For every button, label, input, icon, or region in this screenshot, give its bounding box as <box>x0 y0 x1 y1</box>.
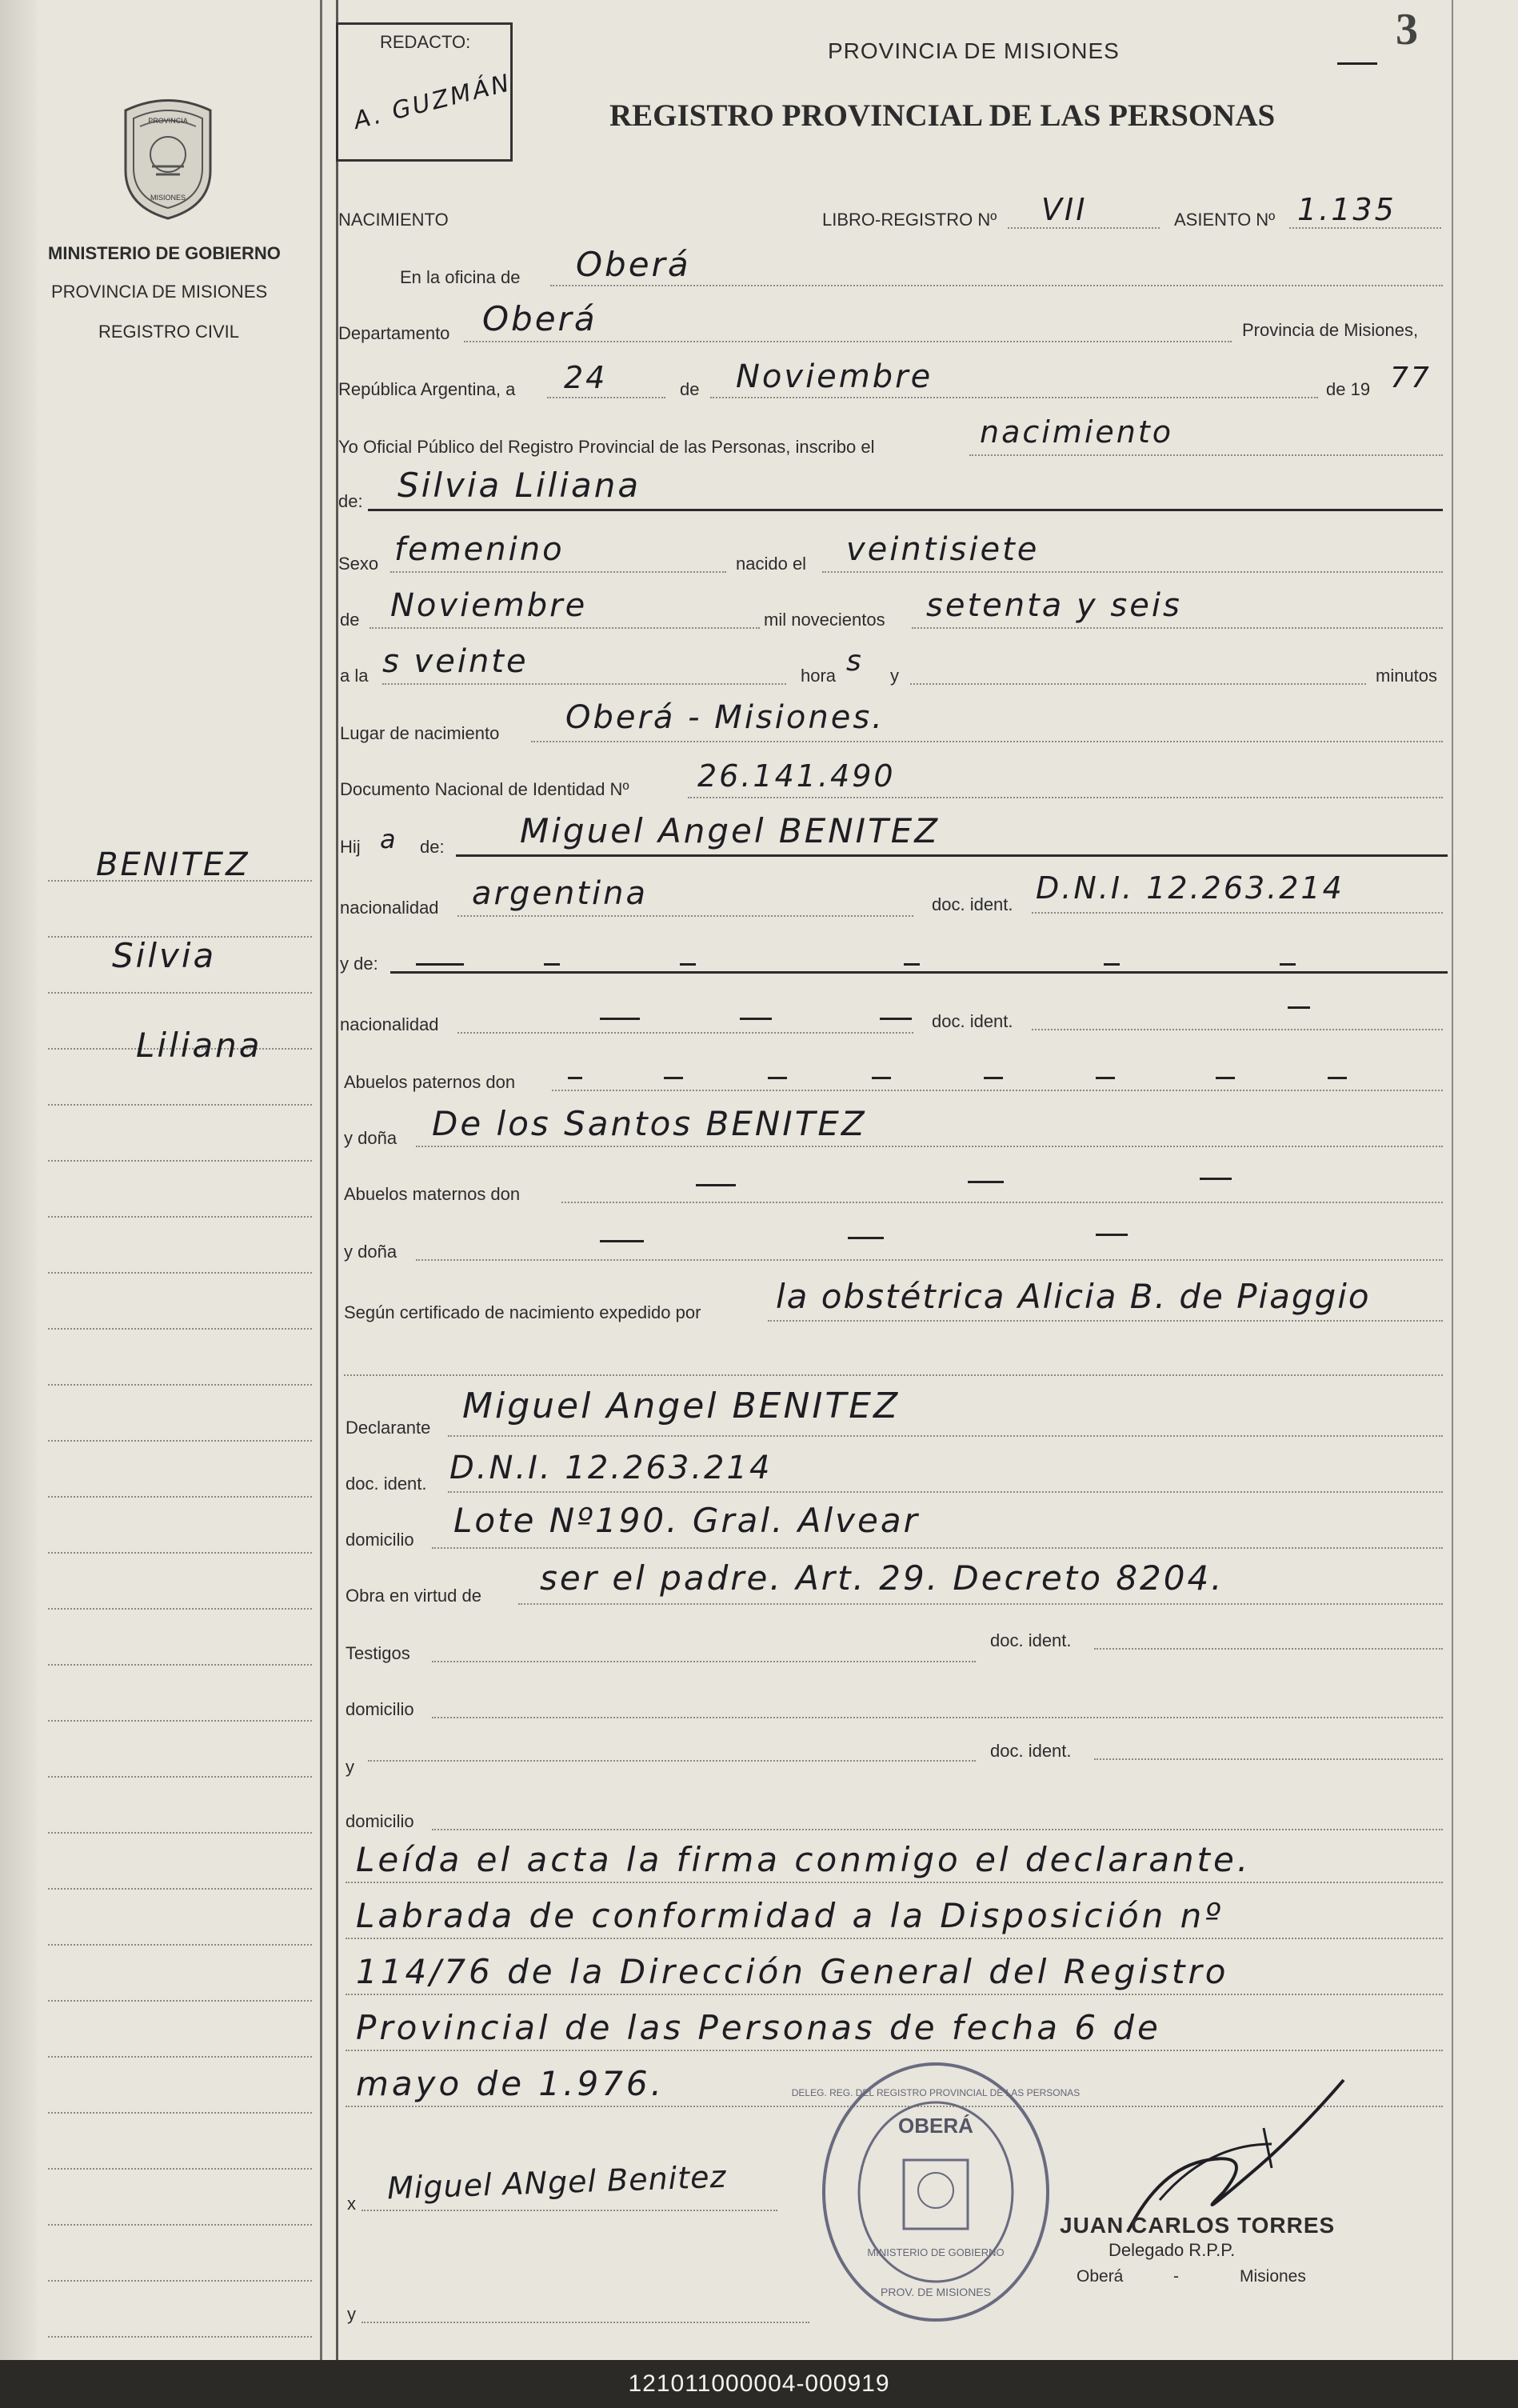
abuelos-pat-line <box>552 1090 1443 1091</box>
libro-label: LIBRO-REGISTRO Nº <box>822 210 997 230</box>
blank-dash <box>416 963 464 966</box>
abuelos-mat-label: Abuelos maternos don <box>344 1184 521 1204</box>
asiento-value: 1.135 <box>1297 192 1396 227</box>
blank-dash <box>664 1077 683 1079</box>
logo-bottom-text: MISIONES <box>150 194 186 202</box>
margin-dotted-line <box>48 1160 312 1162</box>
oficina-line <box>550 285 1443 286</box>
libro-line <box>1008 227 1160 229</box>
name-line <box>368 509 1443 511</box>
oficina-value: Oberá <box>576 245 691 284</box>
note-line <box>346 1882 1443 1883</box>
testigos-line <box>432 1661 976 1662</box>
docident4-label: doc. ident. <box>990 1630 1072 1650</box>
nac2-label: nacionalidad <box>340 1014 439 1034</box>
registry-title: REGISTRO PROVINCIAL DE LAS PERSONAS <box>609 98 1276 133</box>
ministry-line-2: PROVINCIA DE MISIONES <box>51 282 268 302</box>
declarant-signature: Miguel ANgel Benitez <box>386 2158 728 2206</box>
province-coat-of-arms <box>116 94 220 222</box>
month-line <box>710 397 1318 398</box>
margin-dotted-line <box>48 2000 312 2002</box>
declarante-line <box>448 1435 1443 1437</box>
blank-dash <box>568 1077 582 1079</box>
father-line <box>456 854 1448 857</box>
year-label: de 19 <box>1326 379 1371 399</box>
docident5-label: doc. ident. <box>990 1741 1072 1761</box>
blank-dash <box>968 1181 1004 1183</box>
domicilio1-line <box>432 1547 1443 1549</box>
nac1-value: argentina <box>472 875 648 912</box>
hora-label: hora <box>801 666 837 686</box>
obra-value: ser el padre. Art. 29. Decreto 8204. <box>540 1558 1224 1598</box>
margin-dotted-line <box>48 1328 312 1330</box>
stamp-inner-text: MINISTERIO DE GOBIERNO <box>867 2246 1005 2258</box>
margin-second-name: Liliana <box>136 1026 262 1065</box>
alas-label: a la <box>340 666 369 686</box>
form-border-right <box>1452 0 1453 2360</box>
obra-label: Obra en virtud de <box>346 1586 481 1606</box>
blank-dash <box>848 1237 884 1239</box>
segun-line-2 <box>344 1374 1443 1376</box>
hora-value: s <box>846 645 864 678</box>
departamento-label: Departamento <box>338 323 450 343</box>
redacto-label: REDACTO: <box>380 32 471 52</box>
nac2-line <box>457 1032 913 1034</box>
docident5-line <box>1094 1758 1443 1760</box>
docident4-line <box>1094 1648 1443 1650</box>
official-stamp <box>791 2056 1081 2328</box>
departamento-value: Oberá <box>482 299 597 338</box>
alas-value: s veinte <box>382 643 529 680</box>
note-line-5: mayo de 1.976. <box>356 2064 665 2103</box>
docident3-label: doc. ident. <box>346 1474 427 1494</box>
minutos-label: minutos <box>1376 666 1438 686</box>
ministry-line-3: REGISTRO CIVIL <box>98 322 240 342</box>
lugar-line <box>531 741 1443 742</box>
date-de-label: de <box>680 379 700 399</box>
margin-dotted-line <box>48 2336 312 2338</box>
blank-dash <box>600 1018 640 1020</box>
oficina-label: En la oficina de <box>400 267 521 287</box>
ministry-line-1: MINISTERIO DE GOBIERNO <box>48 243 281 263</box>
segun-line <box>768 1320 1443 1322</box>
margin-dotted-line <box>48 2224 312 2226</box>
note-line-3: 114/76 de la Dirección General del Registro <box>356 1952 1229 1991</box>
note-line <box>346 2050 1443 2051</box>
minutos-line <box>910 683 1366 685</box>
stamp-ring-text: DELEG. REG. DEL REGISTRO PROVINCIAL DE LAS PERSONAS <box>791 2087 1081 2098</box>
declarant-signature-line <box>362 2210 777 2211</box>
stamp-bottom-text: PROV. DE MISIONES <box>881 2286 991 2298</box>
margin-dotted-line <box>48 1440 312 1442</box>
departamento-line <box>464 341 1232 342</box>
note-line-2: Labrada de conformidad a la Disposición nº <box>356 1896 1224 1935</box>
blank-dash <box>1328 1077 1347 1079</box>
docident1-label: doc. ident. <box>932 894 1013 914</box>
father-value: Miguel Angel BENITEZ <box>520 811 941 850</box>
blank-dash <box>872 1077 891 1079</box>
blank-dash <box>1104 963 1120 966</box>
official-province: Misiones <box>1240 2267 1306 2286</box>
hijo-label: Hij <box>340 837 361 857</box>
obra-line <box>518 1603 1443 1605</box>
sexo-label: Sexo <box>338 554 379 574</box>
second-signature-line <box>362 2322 809 2323</box>
birth-de-label: de <box>340 610 360 630</box>
docident2-line <box>1032 1029 1443 1030</box>
y2-line <box>368 1760 976 1762</box>
document-footer-id: 121011000004-000919 <box>628 2370 890 2397</box>
domicilio3-label: domicilio <box>346 1811 414 1831</box>
margin-rule <box>320 0 322 2360</box>
signature-y-label: y <box>347 2304 356 2324</box>
nac1-label: nacionalidad <box>340 898 439 918</box>
declarante-value: Miguel Angel BENITEZ <box>462 1386 901 1426</box>
blank-dash <box>544 963 560 966</box>
margin-dotted-line <box>48 1832 312 1834</box>
margin-dotted-line <box>48 1104 312 1106</box>
lugar-value: Oberá - Misiones. <box>565 699 885 736</box>
segun-value: la obstétrica Alicia B. de Piaggio <box>776 1277 1371 1316</box>
docident1-line <box>1032 912 1443 914</box>
nacimiento-label: NACIMIENTO <box>338 210 449 230</box>
year-value: 77 <box>1390 362 1432 394</box>
official-name: JUAN CARLOS TORRES <box>1060 2213 1336 2238</box>
official-place: Oberá <box>1077 2267 1124 2286</box>
blank-dash <box>984 1077 1003 1079</box>
margin-dotted-line <box>48 1888 312 1890</box>
docident3-line <box>448 1491 1443 1493</box>
blank-dash <box>680 963 696 966</box>
page-number: 3 <box>1396 5 1418 54</box>
binding-fold <box>0 0 37 2360</box>
mil-label: mil novecientos <box>764 610 885 630</box>
margin-dotted-line <box>48 1384 312 1386</box>
page-number-dash <box>1337 62 1377 65</box>
abuelos-mat-line <box>561 1202 1443 1203</box>
margin-dotted-line <box>48 2280 312 2282</box>
declarante-label: Declarante <box>346 1418 431 1438</box>
hora-y-label: y <box>890 666 899 686</box>
inscribo-label: Yo Oficial Público del Registro Provincial de las Personas, inscribo el <box>338 437 875 457</box>
margin-surname: BENITEZ <box>96 846 250 883</box>
y2-label: y <box>346 1757 354 1777</box>
note-line-1: Leída el acta la firma conmigo el declarante. <box>356 1840 1252 1879</box>
domicilio2-line <box>432 1717 1443 1718</box>
nacido-line <box>822 571 1443 573</box>
blank-dash <box>1096 1234 1128 1236</box>
blank-dash <box>1096 1077 1115 1079</box>
sexo-line <box>390 571 726 573</box>
birth-month-value: Noviembre <box>390 587 588 624</box>
margin-dotted-line <box>48 2056 312 2058</box>
margin-dotted-line <box>48 2168 312 2170</box>
redacto-value: A. GUZMÁN <box>350 69 515 135</box>
official-separator: - <box>1173 2267 1179 2286</box>
child-name-value: Silvia Liliana <box>397 466 641 505</box>
note-line <box>346 1994 1443 1995</box>
inscribo-value: nacimiento <box>980 414 1174 450</box>
blank-dash <box>1200 1178 1232 1180</box>
docident2-label: doc. ident. <box>932 1011 1013 1031</box>
margin-dotted-line <box>48 992 312 994</box>
libro-value: VII <box>1041 192 1088 227</box>
docident1-value: D.N.I. 12.263.214 <box>1036 870 1344 906</box>
blank-dash <box>880 1018 912 1020</box>
inscribo-line <box>969 454 1443 456</box>
day-line <box>547 397 665 398</box>
abuelos-pat-label: Abuelos paternos don <box>344 1072 516 1092</box>
mother-line <box>390 971 1448 974</box>
ydona1-line <box>416 1146 1443 1147</box>
lugar-label: Lugar de nacimiento <box>340 723 500 743</box>
blank-dash <box>1288 1006 1310 1009</box>
dni-label: Documento Nacional de Identidad Nº <box>340 779 629 799</box>
signature-x-label: x <box>347 2194 356 2214</box>
docident3-value: D.N.I. 12.263.214 <box>449 1450 773 1486</box>
blank-dash <box>696 1184 736 1186</box>
day-value: 24 <box>564 360 608 395</box>
ydona1-value: De los Santos BENITEZ <box>432 1104 867 1143</box>
domicilio1-label: domicilio <box>346 1530 414 1550</box>
name-de-label: de: <box>338 491 363 511</box>
ydona1-label: y doña <box>344 1128 397 1148</box>
asiento-line <box>1289 227 1441 229</box>
domicilio1-value: Lote Nº190. Gral. Alvear <box>453 1501 920 1540</box>
margin-dotted-line <box>48 1608 312 1610</box>
blank-dash <box>904 963 920 966</box>
sexo-value: femenino <box>394 531 565 568</box>
hijo-de-label: de: <box>420 837 445 857</box>
ydona2-label: y doña <box>344 1242 397 1262</box>
blank-dash <box>600 1240 644 1242</box>
dni-line <box>688 797 1443 798</box>
nacido-label: nacido el <box>736 554 807 574</box>
testigos-label: Testigos <box>346 1643 410 1663</box>
margin-dotted-line <box>48 1720 312 1722</box>
margin-dotted-line <box>48 1272 312 1274</box>
form-border <box>336 0 1454 2360</box>
province-heading: PROVINCIA DE MISIONES <box>828 38 1120 63</box>
margin-dotted-line <box>48 1496 312 1498</box>
birth-month-line <box>370 627 760 629</box>
margin-dotted-line <box>48 2112 312 2114</box>
blank-dash <box>768 1077 787 1079</box>
month-value: Noviembre <box>736 358 933 395</box>
nacido-value: veintisiete <box>846 531 1040 568</box>
margin-first-name: Silvia <box>112 936 217 975</box>
asiento-label: ASIENTO Nº <box>1174 210 1276 230</box>
stamp-text: OBERÁ <box>898 2114 973 2138</box>
domicilio2-label: domicilio <box>346 1699 414 1719</box>
blank-dash <box>1216 1077 1235 1079</box>
hijo-suffix: a <box>380 824 398 854</box>
margin-dotted-line <box>48 1664 312 1666</box>
mil-value: setenta y seis <box>926 587 1182 624</box>
logo-top-text: PROVINCIA <box>148 117 188 125</box>
alas-line <box>382 683 786 685</box>
blank-dash <box>1280 963 1296 966</box>
blank-dash <box>740 1018 772 1020</box>
note-line <box>346 1938 1443 1939</box>
domicilio3-line <box>432 1829 1443 1830</box>
margin-dotted-line <box>48 1216 312 1218</box>
mil-line <box>912 627 1443 629</box>
margin-dotted-line <box>48 1776 312 1778</box>
note-line-4: Provincial de las Personas de fecha 6 de <box>356 2008 1161 2047</box>
official-role: Delegado R.P.P. <box>1109 2240 1236 2260</box>
republica-label: República Argentina, a <box>338 379 516 399</box>
segun-label: Según certificado de nacimiento expedido por <box>344 1302 701 1322</box>
margin-dotted-line <box>48 1944 312 1946</box>
nac1-line <box>457 915 913 917</box>
yde-label: y de: <box>340 954 378 974</box>
ydona2-line <box>416 1259 1443 1261</box>
margin-dotted-line <box>48 1552 312 1554</box>
dni-value: 26.141.490 <box>697 758 896 794</box>
provincia-label: Provincia de Misiones, <box>1242 320 1419 340</box>
